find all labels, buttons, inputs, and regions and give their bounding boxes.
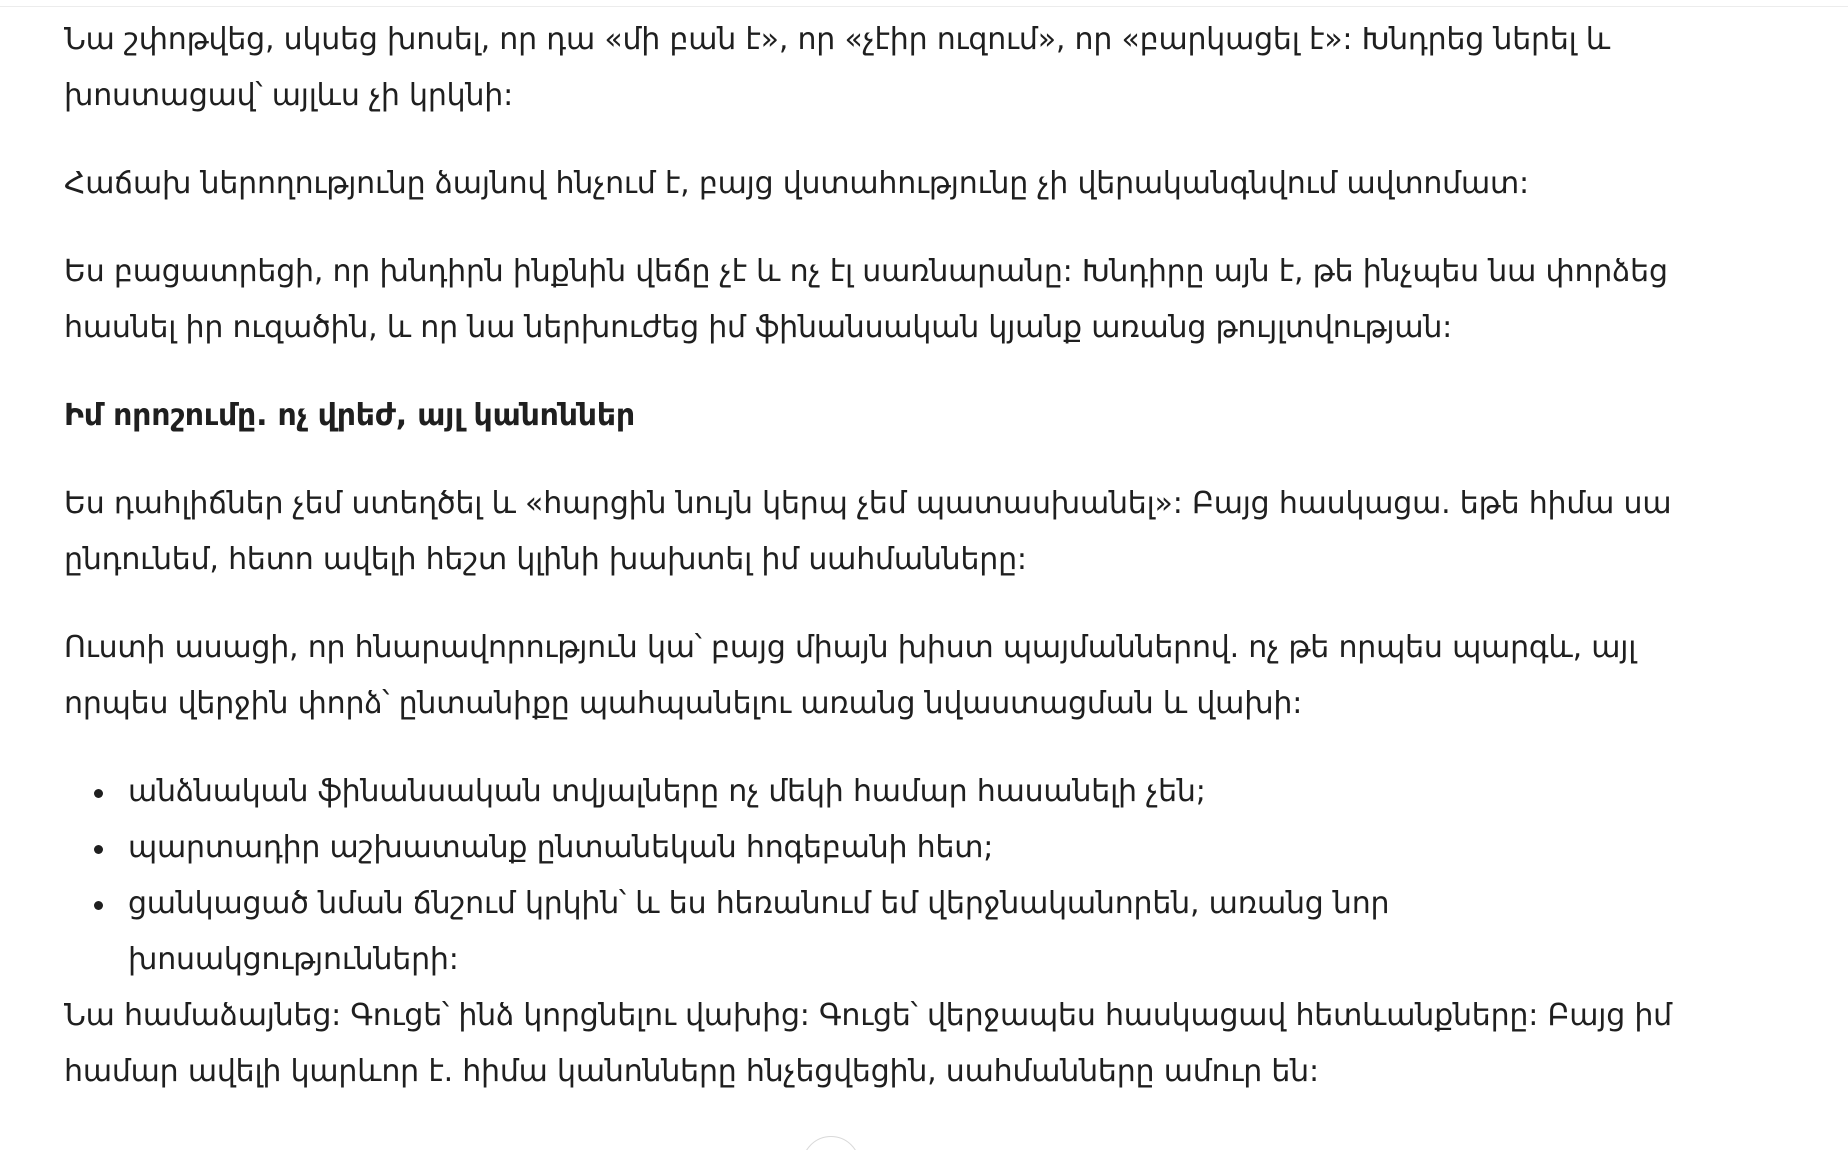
list-item: ցանկացած նման ճնշում կրկին՝ և ես հեռանում եմ վերջնականորեն, առանց նոր խոսակցությունների:: [128, 876, 1704, 988]
conditions-list: [64, 764, 1704, 988]
paragraph-explanation: Ես բացատրեցի, որ խնդիրն ինքնին վեճը չէ և ոչ էլ սառնարանը: Խնդիրը այն է, թե ինչպես նա փորձեց հասնել իր ուզածին, և որ նա ներխուժեց իմ ֆինանսական կյանք առանց թույլտվության:: [64, 254, 1668, 345]
paragraph-apology: Նա շփոթվեց, սկսեց խոսել, որ դա «մի բան է», որ «չէիր ուզում», որ «բարկացել է»: Խնդրեց ներել և խոստացավ՝ այլևս չի կրկնի:: [64, 22, 1611, 113]
paragraph-conditions-intro: Ուստի ասացի, որ հնարավորություն կա՝ բայց միայն խիստ պայմաններով. ոչ թե որպես պարգև, այլ որպես վերջին փորձ՝ ընտանիքը պահպանելու առանց նվաստացման և վախի:: [64, 630, 1637, 721]
paragraph-boundaries: Ես դահլիճներ չեմ ստեղծել և «հարցին նույն կերպ չեմ պատասխանել»: Բայց հասկացա. եթե հիմա սա ընդունեմ, հետո ավելի հեշտ կլինի խախտել իմ սահմանները:: [64, 486, 1672, 577]
list-item: պարտադիր աշխատանք ընտանեկան հոգեբանի հետ;: [128, 820, 1704, 876]
top-divider: [0, 6, 1848, 7]
scroll-down-button[interactable]: [802, 1136, 860, 1150]
article-body: [64, 12, 1704, 1132]
paragraph-trust: Հաճախ ներողությունը ձայնով հնչում է, բայց վստահությունը չի վերականգնվում ավտոմատ:: [64, 166, 1529, 201]
section-heading: Իմ որոշումը. ոչ վրեժ, այլ կանոններ: [64, 398, 636, 433]
list-item: անձնական ֆինանսական տվյալները ոչ մեկի համար հասանելի չեն;: [128, 764, 1704, 820]
paragraph-agreement: Նա համաձայնեց: Գուցե՝ ինձ կորցնելու վախից: Գուցե՝ վերջապես հասկացավ հետևանքները: Բայց իմ համար ավելի կարևոր է. հիմա կանոնները հնչեցվեցին, սահմանները ամուր են:: [64, 998, 1672, 1089]
